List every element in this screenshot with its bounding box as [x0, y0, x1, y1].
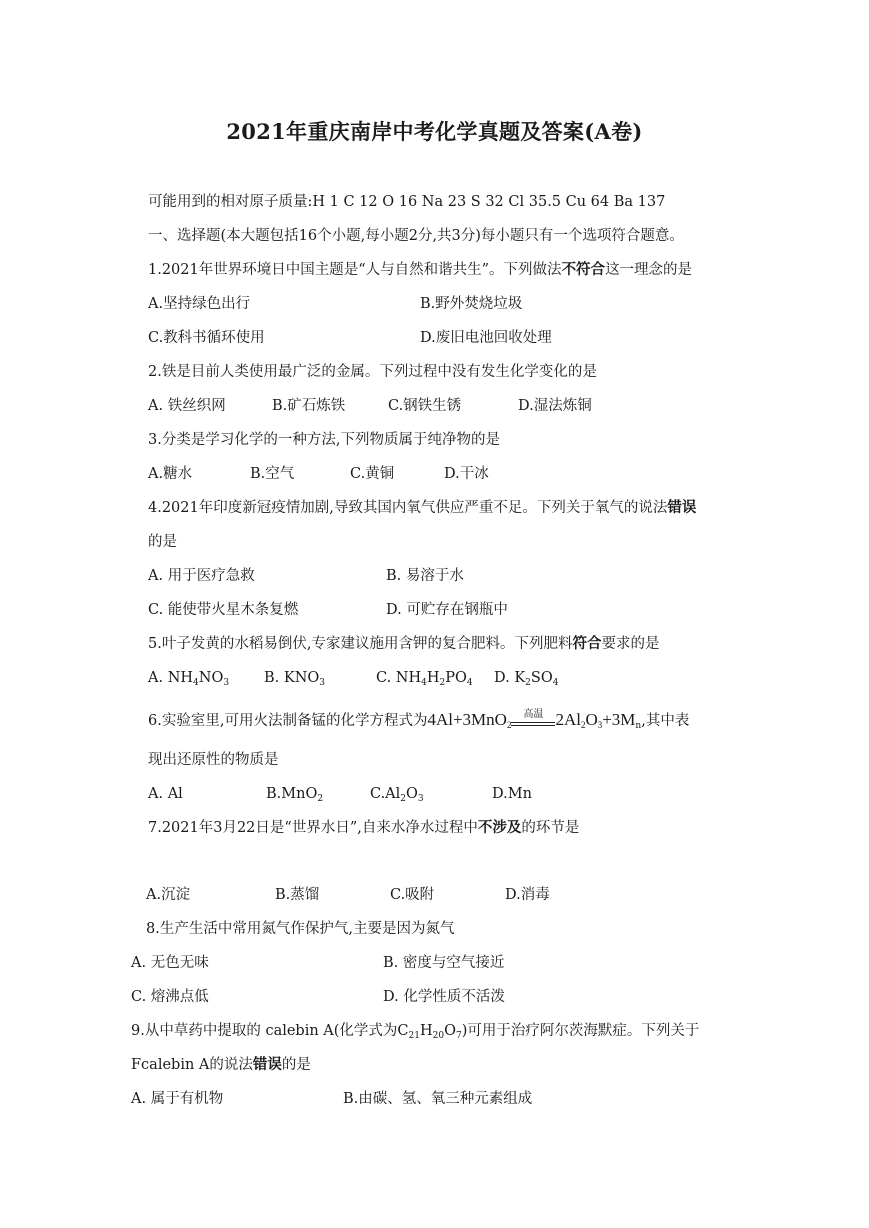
- q5-option-b: B. $KNO_3$: [264, 670, 326, 688]
- question-6-cont: 现出还原性的物质是: [148, 752, 279, 768]
- q9-option-b: B.由碳、氢、氧三种元素组成: [343, 1091, 533, 1107]
- chemical-equation: 4Al+3MnO$_2$: [427, 710, 512, 730]
- question-9-cont: Fcalebin A的说法错误的是: [131, 1056, 311, 1073]
- question-4-cont: 的是: [148, 534, 177, 550]
- q4-option-d: D. 可贮存在钢瓶中: [386, 602, 508, 618]
- q3-option-b: B.空气: [250, 466, 295, 482]
- q2-option-a: A. 铁丝织网: [148, 398, 226, 414]
- section-heading: 一、选择题(本大题包括16个小题,每小题2分,共3分)每小题只有一个选项符合题意。: [148, 228, 684, 244]
- q8-option-a: A. 无色无味: [131, 955, 209, 971]
- q8-option-c: C. 熔沸点低: [131, 989, 209, 1005]
- atomic-masses: 可能用到的相对原子质量:H 1 C 12 O 16 Na 23 S 32 Cl 35.5 Cu 64 Ba 137: [148, 194, 666, 210]
- q6-option-b: B.MnO$_2$: [266, 786, 324, 804]
- q3-option-c: C.黄铜: [350, 466, 395, 482]
- q4-option-a: A. 用于医疗急救: [148, 568, 255, 584]
- q9-option-a: A. 属于有机物: [131, 1091, 224, 1107]
- q4-option-b: B. 易溶于水: [386, 568, 464, 584]
- q8-option-b: B. 密度与空气接近: [383, 955, 505, 971]
- q5-option-c: C. $NH_4H_2PO_4$: [376, 670, 473, 688]
- q6-option-c: $C.Al_2O_3$: [370, 786, 424, 804]
- q7-option-c: C.吸附: [390, 887, 435, 903]
- question-7: 7.2021年3月22日是“世界水日”,自来水净水过程中不涉及的环节是: [148, 819, 580, 836]
- q3-option-a: A.糖水: [148, 466, 193, 482]
- q4-option-c: C. 能使带火星木条复燃: [148, 602, 299, 618]
- q5-option-d: D. $K_2SO_4$: [494, 670, 559, 688]
- question-4: 4.2021年印度新冠疫情加剧,导致其国内氧气供应严重不足。下列关于氧气的说法错误: [148, 499, 697, 516]
- q5-option-a: A. $NH_4NO_3$: [148, 670, 230, 688]
- q1-option-d: D.废旧电池回收处理: [420, 330, 552, 346]
- q1-option-b: B.野外焚烧垃圾: [420, 296, 523, 312]
- question-5: 5.叶子发黄的水稻易倒伏,专家建议施用含钾的复合肥料。下列肥料符合要求的是: [148, 635, 660, 652]
- q1-option-c: C.教科书循环使用: [148, 330, 265, 346]
- q7-option-d: D.消毒: [505, 887, 550, 903]
- question-3: 3.分类是学习化学的一种方法,下列物质属于纯净物的是: [148, 432, 500, 448]
- q8-option-d: D. 化学性质不活泼: [383, 989, 505, 1005]
- q7-option-b: B.蒸馏: [275, 887, 320, 903]
- question-2: 2.铁是目前人类使用最广泛的金属。下列过程中没有发生化学变化的是: [148, 364, 597, 380]
- q6-option-d: D.Mn: [492, 786, 532, 802]
- question-9: 9.从中草药中提取的 calebin A(化学式为$C_{21}H_{20}O_7$)可用于治疗阿尔茨海默症。下列关于: [131, 1023, 700, 1041]
- question-1: 1.2021年世界环境日中国主题是“人与自然和谐共生”。下列做法不符合这一理念的是: [148, 261, 693, 278]
- page-title: 2021年重庆南岸中考化学真题及答案(A卷): [226, 119, 643, 144]
- q7-option-a: A.沉淀: [146, 887, 191, 903]
- q2-option-c: C.钢铁生锈: [388, 398, 462, 414]
- reaction-condition: 高温: [511, 711, 555, 731]
- question-8: 8.生产生活中常用氮气作保护气,主要是因为氮气: [146, 921, 455, 937]
- q2-option-d: D.湿法炼铜: [518, 398, 592, 414]
- q3-option-d: D.干冰: [444, 466, 489, 482]
- q2-option-b: B.矿石炼铁: [272, 398, 346, 414]
- question-6: 6.实验室里,可用火法制备锰的化学方程式为4Al+3MnO$_2$ 高温 $2Al_2O_3+3M_n$,其中表: [148, 709, 690, 731]
- q1-option-a: A.坚持绿色出行: [148, 296, 251, 312]
- q6-option-a: A. Al: [148, 786, 183, 802]
